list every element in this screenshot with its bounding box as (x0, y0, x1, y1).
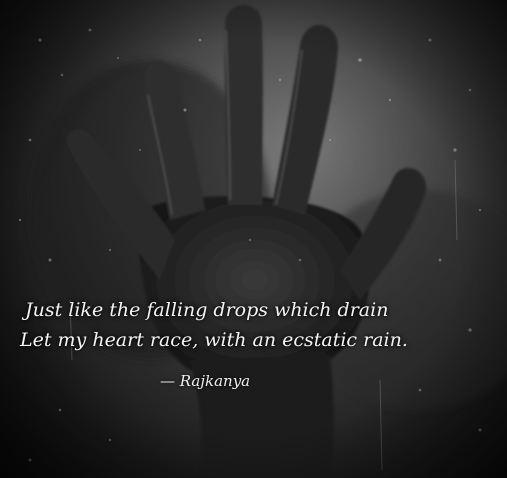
quote-line-1: Just like the falling drops which drain (25, 299, 389, 321)
quote-line-2: Let my heart race, with an ecstatic rain. (20, 329, 408, 351)
quote-author: — Rajkanya (160, 372, 251, 390)
